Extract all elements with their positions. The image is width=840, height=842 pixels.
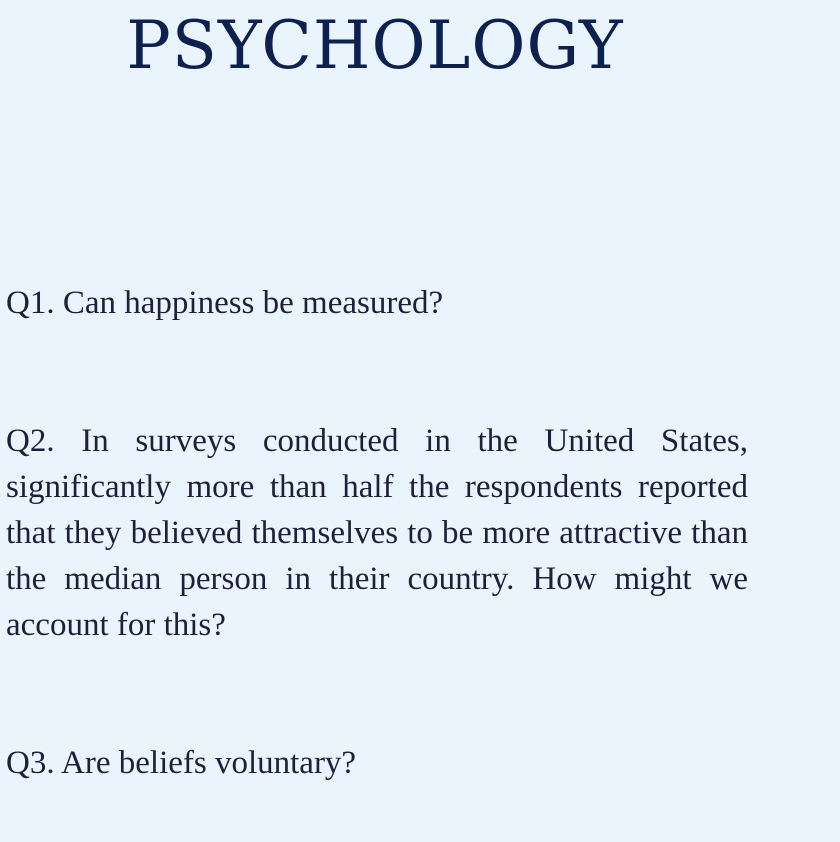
question-1-text: Can happiness be measured? [62,285,444,321]
question-3 [6,740,748,786]
page-title: PSYCHOLOGY [126,7,624,84]
question-2-label: Q2. [6,423,55,459]
question-1 [6,280,748,326]
question-2 [6,418,748,648]
question-2-text: In surveys conducted in the United States, significantly more than half the respondents reported that they believed themselves to be more attractive than the median person in their country. How might we account for this? [6,423,749,643]
question-1-label: Q1. [6,285,55,321]
question-3-text: Are beliefs voluntary? [61,745,357,781]
question-3-label: Q3. [6,745,55,781]
